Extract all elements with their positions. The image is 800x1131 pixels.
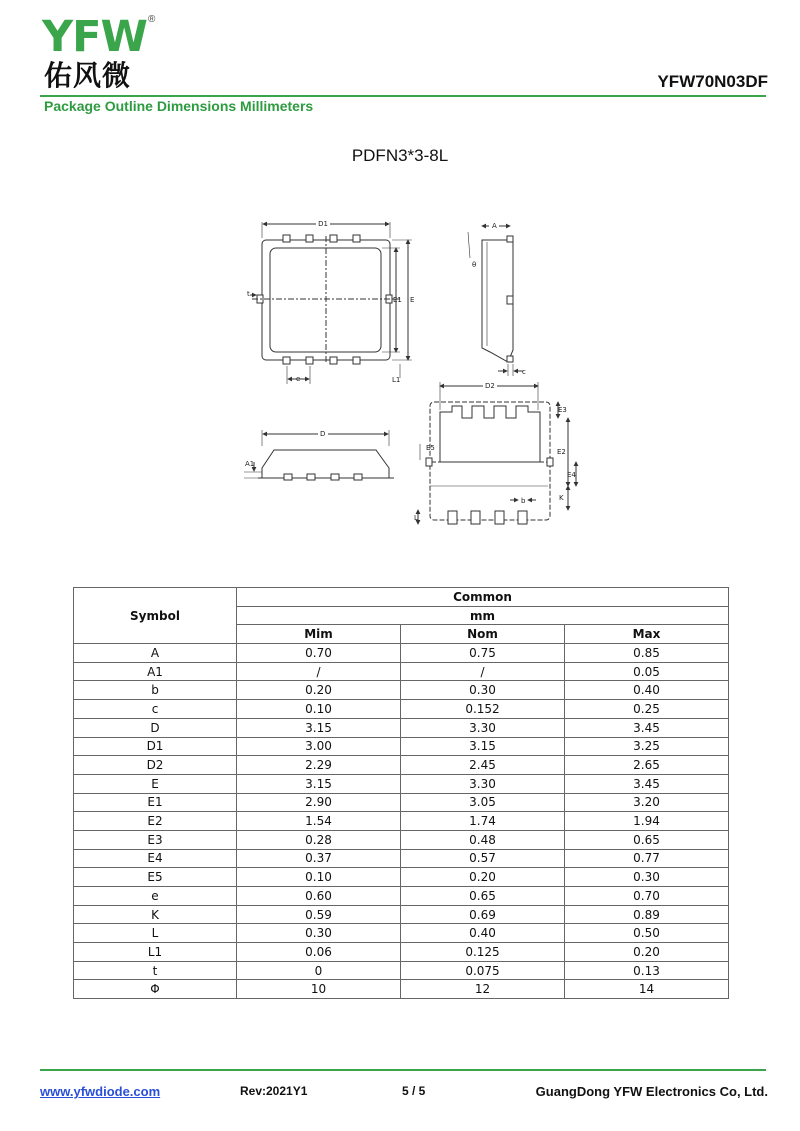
- table-row: [74, 868, 729, 887]
- cell-symbol: E1: [74, 793, 237, 812]
- col-header-nom: Nom: [401, 625, 565, 644]
- table-row: [74, 943, 729, 962]
- label-c: c: [522, 368, 526, 376]
- cell-symbol: D: [74, 718, 237, 737]
- cell-nom: 0.48: [401, 830, 565, 849]
- cell-max: 0.20: [565, 943, 729, 962]
- registered-mark: ®: [148, 14, 156, 25]
- website-link[interactable]: www.yfwdiode.com: [40, 1084, 161, 1099]
- cell-min: /: [237, 662, 401, 681]
- cell-symbol: E4: [74, 849, 237, 868]
- cell-symbol: t: [74, 961, 237, 980]
- table-row: [74, 905, 729, 924]
- cell-symbol: K: [74, 905, 237, 924]
- cell-max: 0.65: [565, 830, 729, 849]
- cell-symbol: E: [74, 774, 237, 793]
- unit-header: mm: [237, 606, 729, 625]
- side-view: [468, 221, 526, 376]
- package-name: PDFN3*3-8L: [351, 146, 449, 165]
- cell-max: 3.20: [565, 793, 729, 812]
- cell-nom: 0.57: [401, 849, 565, 868]
- cell-min: 0.70: [237, 644, 401, 663]
- footer-divider: [40, 1069, 766, 1071]
- symbol-header: Symbol: [74, 588, 237, 644]
- cell-max: 14: [565, 980, 729, 999]
- cell-max: 0.05: [565, 662, 729, 681]
- cell-symbol: L1: [74, 943, 237, 962]
- section-subtitle: Package Outline Dimensions Millimeters: [44, 98, 314, 114]
- label-L: L: [414, 514, 418, 522]
- cell-max: 0.30: [565, 868, 729, 887]
- cell-max: 1.94: [565, 812, 729, 831]
- col-header-min: Mim: [237, 625, 401, 644]
- cell-min: 3.15: [237, 718, 401, 737]
- cell-nom: 3.30: [401, 774, 565, 793]
- cell-max: 0.50: [565, 924, 729, 943]
- table-row: [74, 793, 729, 812]
- cell-min: 3.15: [237, 774, 401, 793]
- cell-min: 0.10: [237, 868, 401, 887]
- cell-symbol: D2: [74, 756, 237, 775]
- page-number: 5 / 5: [402, 1084, 426, 1098]
- cell-nom: 0.75: [401, 644, 565, 663]
- table-row: [74, 681, 729, 700]
- cell-max: 0.77: [565, 849, 729, 868]
- cell-symbol: b: [74, 681, 237, 700]
- cell-symbol: E5: [74, 868, 237, 887]
- cell-min: 0: [237, 961, 401, 980]
- cell-min: 0.30: [237, 924, 401, 943]
- cell-min: 0.10: [237, 700, 401, 719]
- front-view: [244, 429, 394, 480]
- label-theta: θ: [472, 261, 477, 269]
- cell-min: 0.06: [237, 943, 401, 962]
- cell-nom: 0.30: [401, 681, 565, 700]
- table-row: [74, 849, 729, 868]
- table-row: [74, 662, 729, 681]
- table-row: [74, 718, 729, 737]
- cell-min: 2.90: [237, 793, 401, 812]
- cell-max: 3.45: [565, 774, 729, 793]
- cell-symbol: L: [74, 924, 237, 943]
- label-E5: E5: [426, 444, 435, 452]
- cell-min: 10: [237, 980, 401, 999]
- label-E3: E3: [558, 406, 567, 414]
- cell-max: 2.65: [565, 756, 729, 775]
- label-K: K: [559, 494, 564, 502]
- cell-nom: 0.40: [401, 924, 565, 943]
- cell-nom: /: [401, 662, 565, 681]
- cell-min: 0.59: [237, 905, 401, 924]
- label-e: e: [296, 375, 301, 383]
- cell-symbol: c: [74, 700, 237, 719]
- logo-chinese-name: 佑风微: [44, 59, 132, 92]
- cell-min: 0.37: [237, 849, 401, 868]
- cell-max: 0.70: [565, 887, 729, 906]
- cell-symbol: e: [74, 887, 237, 906]
- cell-symbol: Φ: [74, 980, 237, 999]
- cell-max: 0.89: [565, 905, 729, 924]
- label-L1: L1: [392, 376, 401, 384]
- table-row: [74, 644, 729, 663]
- label-D1: D1: [318, 220, 328, 228]
- table-row: [74, 961, 729, 980]
- top-view: [247, 219, 414, 384]
- cell-symbol: E2: [74, 812, 237, 831]
- cell-nom: 1.74: [401, 812, 565, 831]
- label-E4: E4: [567, 471, 576, 479]
- label-t: t: [247, 290, 250, 298]
- cell-min: 0.20: [237, 681, 401, 700]
- cell-symbol: E3: [74, 830, 237, 849]
- cell-max: 0.85: [565, 644, 729, 663]
- label-A: A: [492, 222, 497, 230]
- cell-nom: 3.05: [401, 793, 565, 812]
- cell-nom: 0.075: [401, 961, 565, 980]
- label-A1: A1: [245, 460, 255, 468]
- cell-nom: 0.65: [401, 887, 565, 906]
- cell-symbol: D1: [74, 737, 237, 756]
- label-D2: D2: [485, 382, 495, 390]
- cell-min: 1.54: [237, 812, 401, 831]
- table-row: [74, 756, 729, 775]
- table-row: [74, 924, 729, 943]
- label-D: D: [320, 430, 326, 438]
- cell-max: 0.25: [565, 700, 729, 719]
- cell-nom: 3.30: [401, 718, 565, 737]
- cell-max: 3.25: [565, 737, 729, 756]
- table-row: [74, 812, 729, 831]
- cell-nom: 0.69: [401, 905, 565, 924]
- table-row: [74, 774, 729, 793]
- company-name: GuangDong YFW Electronics Co, Ltd.: [535, 1084, 768, 1099]
- group-header: Common: [237, 588, 729, 607]
- cell-min: 2.29: [237, 756, 401, 775]
- dimensions-table: [73, 587, 729, 999]
- cell-nom: 12: [401, 980, 565, 999]
- col-header-max: Max: [565, 625, 729, 644]
- logo-text: YFW: [42, 12, 147, 62]
- cell-symbol: A: [74, 644, 237, 663]
- bottom-view: [414, 381, 576, 524]
- part-number: YFW70N03DF: [657, 72, 768, 91]
- cell-nom: 3.15: [401, 737, 565, 756]
- cell-nom: 0.152: [401, 700, 565, 719]
- cell-nom: 0.20: [401, 868, 565, 887]
- cell-symbol: A1: [74, 662, 237, 681]
- label-E: E: [410, 296, 415, 304]
- cell-min: 0.60: [237, 887, 401, 906]
- cell-nom: 0.125: [401, 943, 565, 962]
- revision: Rev:2021Y1: [240, 1084, 308, 1098]
- cell-max: 0.40: [565, 681, 729, 700]
- cell-max: 0.13: [565, 961, 729, 980]
- label-b: b: [521, 497, 526, 505]
- table-row: [74, 737, 729, 756]
- table-row: [74, 830, 729, 849]
- table-row: [74, 980, 729, 999]
- label-E2: E2: [557, 448, 566, 456]
- label-E1: E1: [393, 296, 402, 304]
- table-row: [74, 887, 729, 906]
- table-row: [74, 700, 729, 719]
- cell-min: 3.00: [237, 737, 401, 756]
- cell-nom: 2.45: [401, 756, 565, 775]
- cell-max: 3.45: [565, 718, 729, 737]
- cell-min: 0.28: [237, 830, 401, 849]
